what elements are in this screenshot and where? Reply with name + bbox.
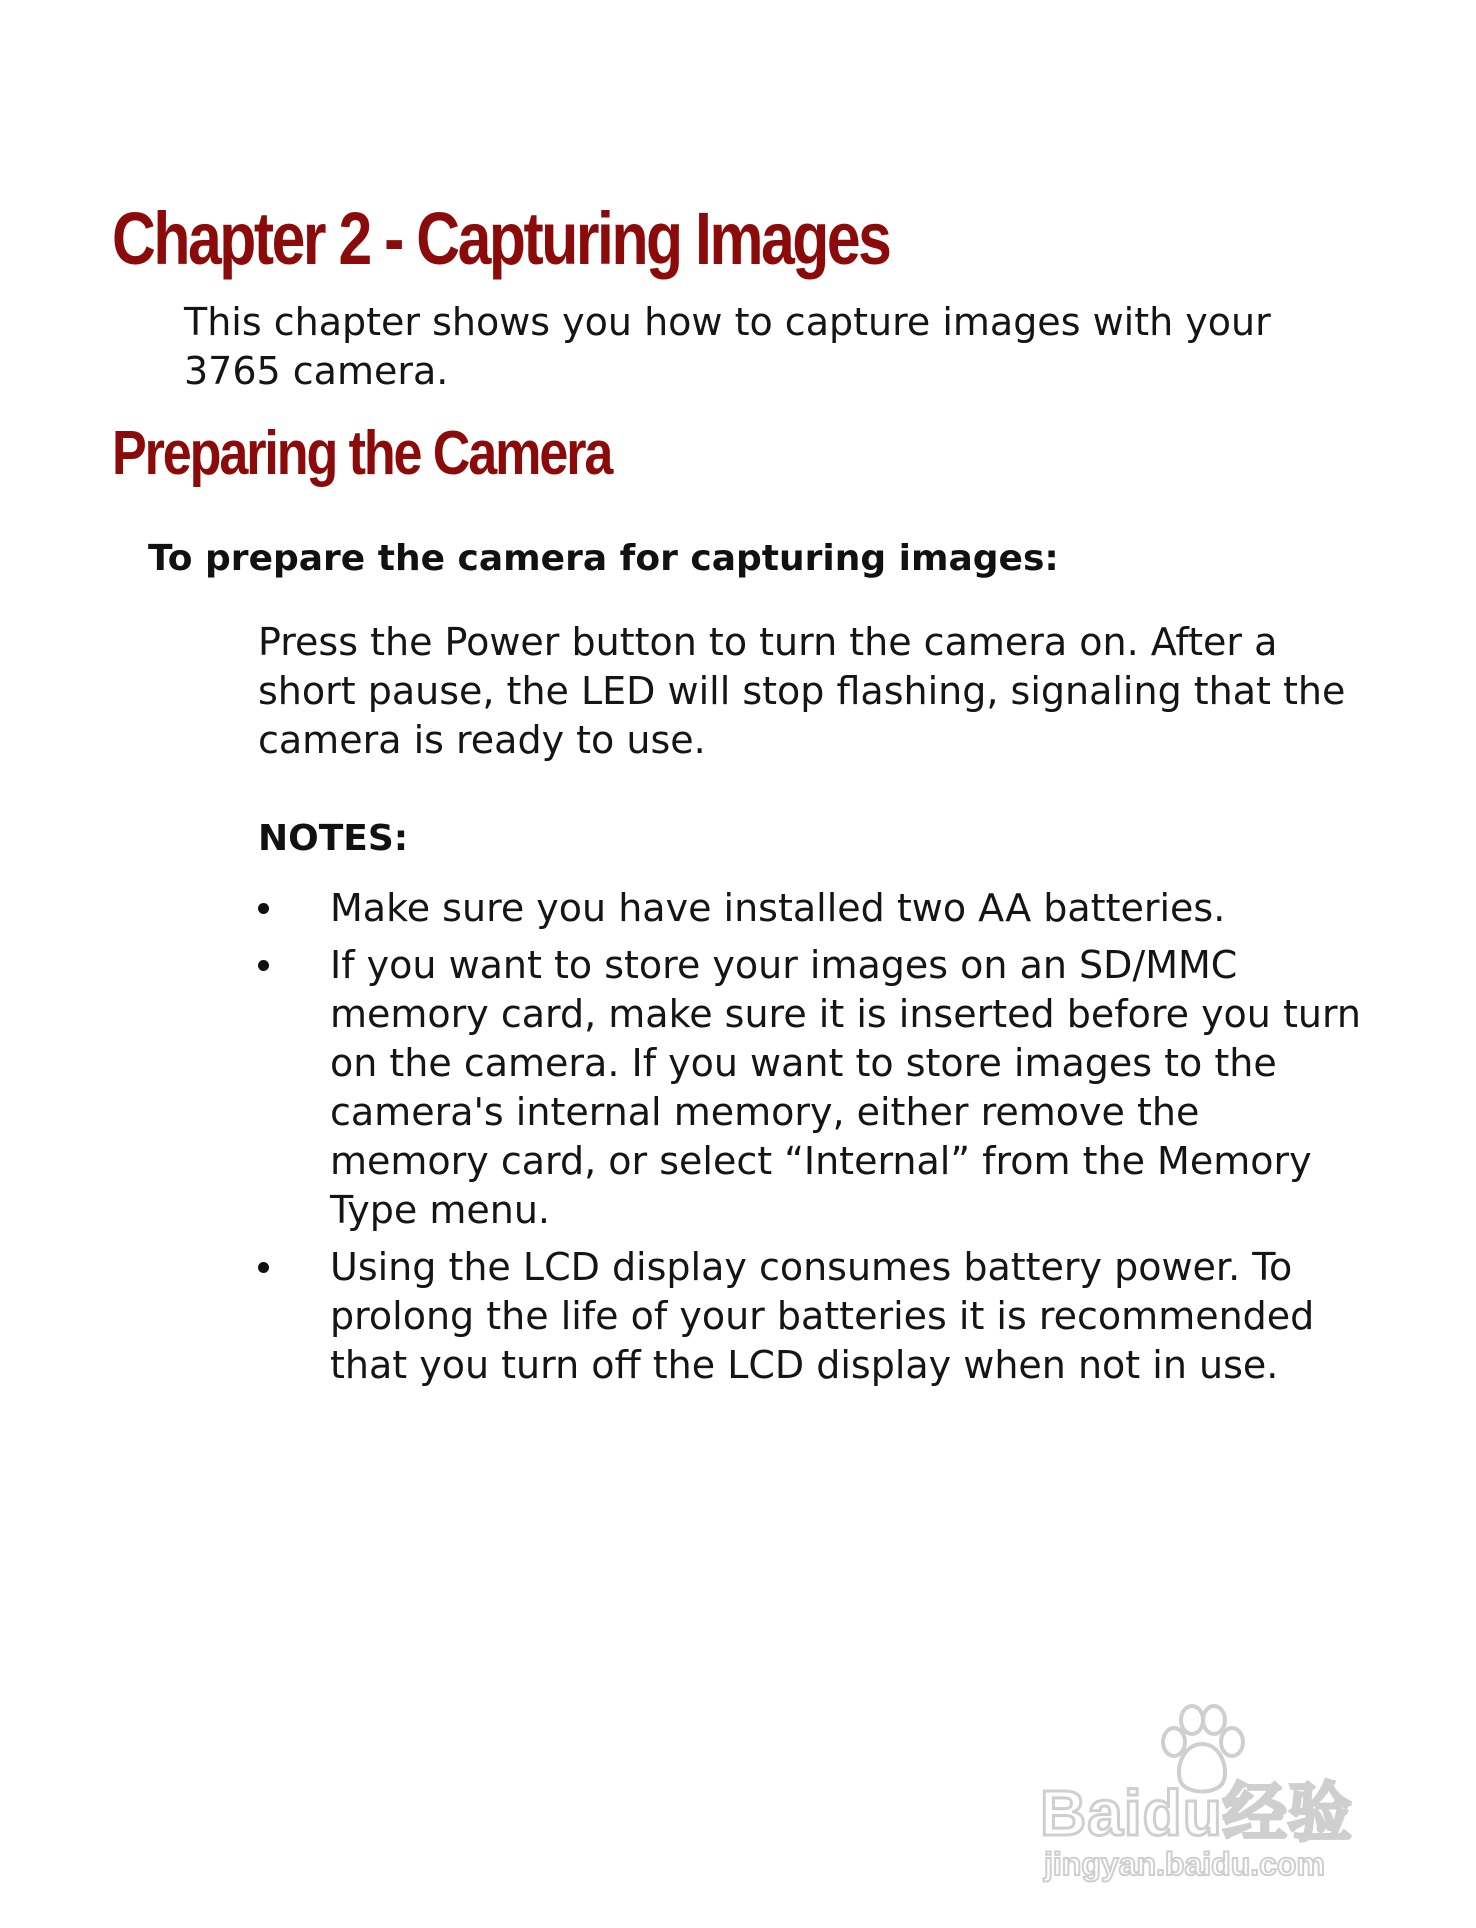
watermark-url: jingyan.baidu.com [1044,1846,1325,1882]
note-text: If you want to store your images on an SD/MMC memory card, make sure it is inserted before you turn on the camera. If you want to store images to the camera's internal memory, either remove the memory card, or select “Internal” from the Memory Type menu. [330,943,1361,1232]
note-item [258,941,1368,1235]
watermark-brand: Baidu经验 [1040,1777,1353,1849]
procedure-heading: To prepare the camera for capturing images: [148,538,1059,579]
baidu-watermark [1040,1700,1400,1880]
note-text: Make sure you have installed two AA batteries. [330,886,1226,930]
notes-heading: NOTES: [258,818,409,859]
section-title: Preparing the Camera [112,419,612,488]
bullet-icon [258,903,269,914]
chapter-title: Chapter 2 - Capturing Images [112,197,890,280]
chapter-intro: This chapter shows you how to capture images with your 3765 camera. [184,300,1271,393]
note-text: Using the LCD display consumes battery power. To prolong the life of your batteries it is recommended that you turn off the LCD display when not in use. [330,1245,1315,1387]
bullet-icon [258,960,269,971]
procedure-step: Press the Power button to turn the camera on. After a short pause, the LED will stop flashing, signaling that the camera is ready to use. [258,620,1346,762]
bullet-icon [258,1262,269,1273]
note-item [258,1243,1368,1390]
note-item [258,884,1368,933]
notes-list [258,884,1368,1398]
